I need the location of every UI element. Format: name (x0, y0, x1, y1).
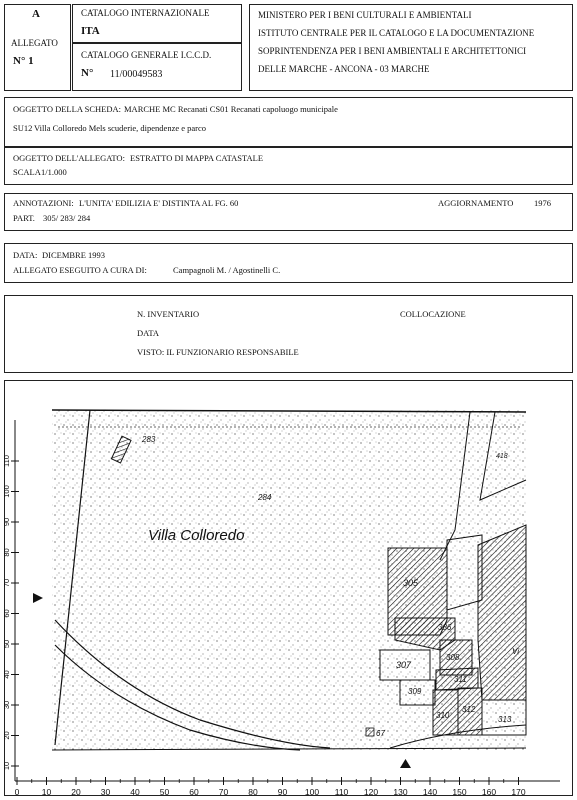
su-label: SU12 (13, 123, 33, 133)
bottom-ruler-label: 80 (248, 787, 258, 797)
bottom-ruler-label: 20 (71, 787, 81, 797)
map-title: Villa Colloredo (148, 527, 245, 544)
left-ruler (2, 455, 19, 770)
left-ruler-label: 80 (2, 548, 11, 557)
collocazione: COLLOCAZIONE (400, 309, 466, 319)
bottom-ruler-label: 60 (189, 787, 199, 797)
bottom-ruler-label: 120 (363, 787, 379, 797)
oggetto-scheda-value: MARCHE MC Recanati CS01 Recanati capoluogo municipale (124, 104, 338, 114)
part-label: PART. (13, 213, 35, 223)
bottom-ruler-label: 0 (14, 787, 20, 797)
visto-funzionario: VISTO: IL FUNZIONARIO RESPONSABILE (137, 347, 299, 357)
left-ruler-label: 10 (2, 761, 11, 771)
oggetto-allegato-label: OGGETTO DELL'ALLEGATO: (13, 153, 125, 163)
parcel-label-284: 284 (258, 493, 272, 502)
allegato-number: N° 1 (13, 55, 34, 67)
n-inventario: N. INVENTARIO (137, 309, 200, 319)
left-arrow-marker (33, 593, 43, 603)
ministero-line: MINISTERO PER I BENI CULTURALI E AMBIENTALI (258, 10, 472, 20)
left-ruler-label: 90 (2, 517, 11, 527)
marche-line: DELLE MARCHE - ANCONA - 03 MARCHE (258, 64, 430, 74)
country-code: ITA (81, 25, 100, 37)
aggiornamento-value: 1976 (534, 198, 551, 208)
allegato-eseguito-value: Campagnoli M. / Agostinelli C. (173, 265, 281, 275)
oggetto-allegato-value: ESTRATTO DI MAPPA CATASTALE (130, 153, 264, 163)
allegato-label: ALLEGATO (11, 38, 58, 48)
su-value: Villa Colloredo Mels scuderie, dipendenze e parco (34, 123, 207, 133)
bottom-ruler-label: 140 (422, 787, 438, 797)
bottom-ruler-label: 170 (511, 787, 526, 797)
parcel-label-307: 307 (396, 660, 412, 670)
oggetto-scheda-label: OGGETTO DELLA SCHEDA: (13, 104, 121, 114)
scala-label: SCALA (13, 167, 41, 177)
allegato-eseguito-label: ALLEGATO ESEGUITO A CURA DI: (13, 265, 147, 275)
part-value: 305/ 283/ 284 (43, 213, 91, 223)
bottom-arrow-marker (400, 759, 411, 768)
left-ruler-label: 40 (2, 670, 11, 679)
bottom-ruler-label: 30 (100, 787, 111, 797)
annotazioni-label: ANNOTAZIONI: (13, 198, 74, 208)
catalog-number-value: 11/00049583 (110, 69, 163, 80)
parcel-label-313: 313 (498, 715, 512, 724)
catalogo-generale: CATALOGO GENERALE I.C.C.D. (81, 50, 212, 60)
left-ruler-label: 100 (2, 485, 11, 498)
parcel-label-309: 309 (408, 687, 422, 696)
data-value: DICEMBRE 1993 (42, 250, 106, 260)
data-label: DATA: (13, 250, 38, 260)
allegato-letter: A (32, 8, 40, 20)
bottom-ruler-label: 130 (393, 787, 408, 797)
istituto-line: ISTITUTO CENTRALE PER IL CATALOGO E LA DOCUMENTAZIONE (258, 28, 535, 38)
left-ruler-label: 60 (2, 609, 11, 618)
bottom-ruler-label: 90 (277, 787, 288, 797)
left-ruler-label: 70 (2, 578, 11, 588)
catalogo-internazionale: CATALOGO INTERNAZIONALE (81, 8, 210, 18)
parcel-label-283: 283 (142, 435, 156, 444)
bottom-ruler-label: 160 (481, 787, 497, 797)
bottom-ruler-label: 70 (218, 787, 229, 797)
parcel-label-308: 308 (446, 653, 460, 662)
left-ruler-label: 30 (2, 700, 11, 710)
parcel-label-336: 336 (438, 623, 452, 632)
bottom-ruler-label: 100 (304, 787, 320, 797)
parcel-label-305: 305 (403, 578, 419, 588)
bottom-ruler-label: 40 (130, 787, 140, 797)
parcel-label-310: 310 (436, 711, 450, 720)
parcel-label-vi: Vi (512, 647, 519, 656)
catalog-number-label: N° (81, 67, 94, 79)
parcel-vi-building (478, 525, 526, 700)
aggiornamento-label: AGGIORNAMENTO (438, 198, 514, 208)
annotazioni-value: L'UNITA' EDILIZIA E' DISTINTA AL FG. 60 (79, 198, 239, 208)
bottom-ruler (15, 777, 526, 797)
left-ruler-label: 20 (2, 731, 11, 740)
parcel-label-418: 418 (496, 453, 508, 460)
bottom-ruler-label: 50 (159, 787, 170, 797)
parcel-label-311: 311 (454, 675, 467, 684)
bottom-ruler-label: 10 (41, 787, 52, 797)
inventario-data: DATA (137, 328, 159, 338)
bottom-ruler-label: 110 (334, 787, 349, 797)
bottom-ruler-label: 150 (452, 787, 467, 797)
left-ruler-label: 110 (2, 455, 11, 467)
parcel-67-marker (366, 728, 374, 736)
parcel-label-67: 67 (376, 729, 385, 738)
left-ruler-label: 50 (2, 639, 11, 649)
scala-value: 1/1.000 (41, 167, 67, 177)
parcel-label-312: 312 (462, 705, 476, 714)
soprintendenza-line: SOPRINTENDENZA PER I BENI AMBIENTALI E ARCHITETTONICI (258, 46, 527, 56)
